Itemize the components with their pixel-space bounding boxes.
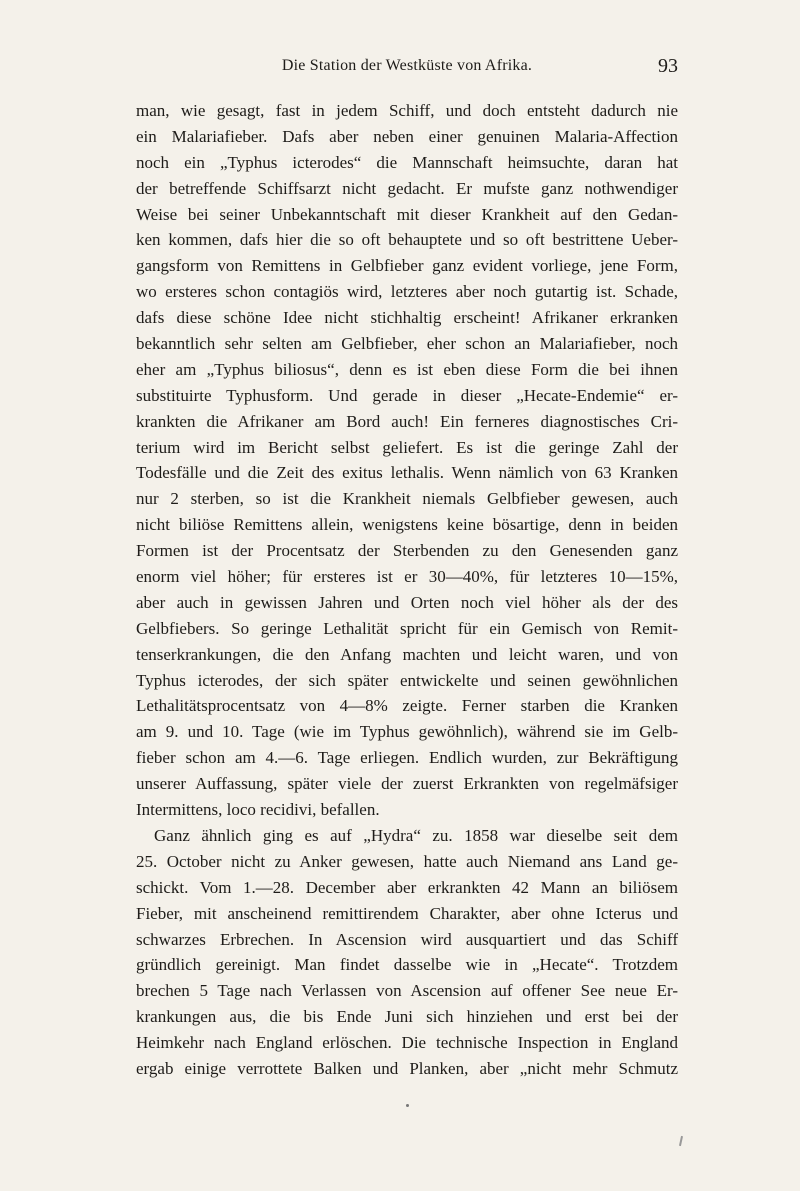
- text-line: krankungen aus, die bis Ende Juni sich hinziehen und erst bei der: [136, 1007, 678, 1027]
- text-line: enorm viel höher; für ersteres ist er 30—40%, für letzteres 10—15%,: [136, 567, 678, 587]
- text-line: dafs diese schöne Idee nicht stichhaltig erscheint! Afrikaner erkranken: [136, 308, 678, 328]
- ink-dot: [406, 1104, 409, 1107]
- page-header: [136, 57, 678, 83]
- text-line: eher am „Typhus biliosus“, denn es ist eben diese Form die bei ihnen: [136, 359, 678, 379]
- text-line: substituirte Typhusform. Und gerade in dieser „Hecate-Endemie“ er-: [136, 385, 678, 405]
- text-line: tenserkrankungen, die den Anfang machten und leicht waren, und von: [136, 644, 678, 664]
- text-line: man, wie gesagt, fast in jedem Schiff, und doch entsteht dadurch nie: [136, 101, 678, 120]
- text-line: krankten die Afrikaner am Bord auch! Ein ferneres diagnostisches Cri-: [136, 411, 678, 431]
- text-line: schickt. Vom 1.—28. December aber erkrankten 42 Mann an biliösem: [136, 877, 678, 897]
- body-text: [136, 98, 678, 1082]
- text-line: fieber schon am 4.—6. Tage erliegen. Endlich wurden, zur Bekräftigung: [136, 748, 678, 768]
- text-line: Todesfälle und die Zeit des exitus lethalis. Wenn nämlich von 63 Kranken: [136, 463, 678, 483]
- text-line: ein Malariafieber. Dafs aber neben einer genuinen Malaria-Affection: [136, 126, 678, 146]
- text-line: ergab einige verrottete Balken und Planken, aber „nicht mehr Schmutz: [136, 1058, 678, 1078]
- text-line: gründlich gereinigt. Man findet dasselbe wie in „Hecate“. Trotzdem: [136, 955, 678, 975]
- text-line: nicht biliöse Remittens allein, wenigstens keine bösartige, denn in beiden: [136, 515, 678, 535]
- text-line: der betreffende Schiffsarzt nicht gedacht. Er mufste ganz nothwendiger: [136, 178, 678, 198]
- text-line: Fieber, mit anscheinend remittirendem Charakter, aber ohne Icterus und: [136, 903, 678, 923]
- text-line: ken kommen, dafs hier die so oft behauptete und so oft bestrittene Ueber-: [136, 230, 678, 250]
- paragraph-start-line: Ganz ähnlich ging es auf „Hydra“ zu. 1858 war dieselbe seit dem: [154, 825, 678, 845]
- paragraph-end-line: Intermittens, loco recidivi, befallen.: [136, 800, 380, 820]
- text-line: unserer Auffassung, später viele der zuerst Erkrankten von regelmäfsiger: [136, 774, 678, 794]
- text-line: Gelbfiebers. So geringe Lethalität spricht für ein Gemisch von Remit-: [136, 618, 678, 638]
- text-line: 25. October nicht zu Anker gewesen, hatte auch Niemand ans Land ge-: [136, 851, 678, 871]
- text-line: Heimkehr nach England erlöschen. Die technische Inspection in England: [136, 1033, 678, 1053]
- text-line: aber auch in gewissen Jahren und Orten noch viel höher als der des: [136, 592, 678, 612]
- text-line: schwarzes Erbrechen. In Ascension wird ausquartiert und das Schiff: [136, 929, 678, 949]
- text-line: noch ein „Typhus icterodes“ die Mannschaft heimsuchte, daran hat: [136, 152, 678, 172]
- text-line: wo ersteres schon contagiös wird, letzteres aber noch gutartig ist. Schade,: [136, 282, 678, 302]
- text-line: terium wird im Bericht selbst geliefert. Es ist die geringe Zahl der: [136, 437, 678, 457]
- paper-mark: [679, 1136, 683, 1146]
- text-line: am 9. und 10. Tage (wie im Typhus gewöhnlich), während sie im Gelb-: [136, 722, 678, 742]
- text-line: brechen 5 Tage nach Verlassen von Ascension auf offener See neue Er-: [136, 981, 678, 1001]
- text-line: Typhus icterodes, der sich später entwickelte und seinen gewöhnlichen: [136, 670, 678, 690]
- text-line: Lethalitätsprocentsatz von 4—8% zeigte. Ferner starben die Kranken: [136, 696, 678, 716]
- text-line: gangsform von Remittens in Gelbfieber ganz evident vorliege, jene Form,: [136, 256, 678, 276]
- text-line: Formen ist der Procentsatz der Sterbenden zu den Genesenden ganz: [136, 541, 678, 561]
- page-number: 93: [658, 55, 678, 77]
- text-line: Weise bei seiner Unbekanntschaft mit dieser Krankheit auf den Gedan-: [136, 204, 678, 224]
- running-head: Die Station der Westküste von Afrika.: [281, 57, 533, 74]
- text-line: bekanntlich sehr selten am Gelbfieber, eher schon an Malariafieber, noch: [136, 334, 678, 354]
- text-line: nur 2 sterben, so ist die Krankheit niemals Gelbfieber gewesen, auch: [136, 489, 678, 509]
